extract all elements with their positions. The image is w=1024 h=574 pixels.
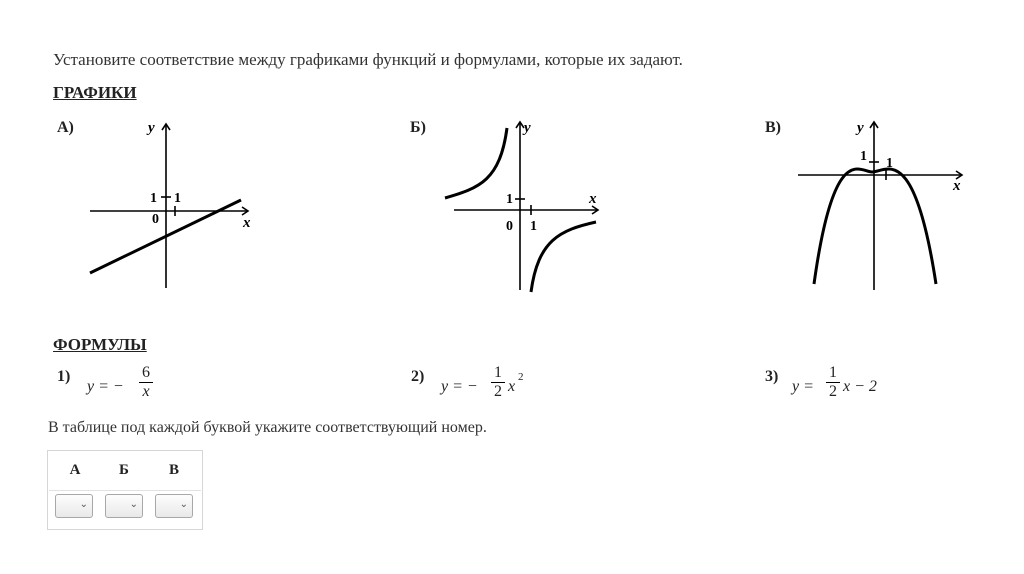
graphs-title: ГРАФИКИ xyxy=(53,83,137,102)
formula-3-number: 3) xyxy=(765,368,779,385)
graph-a-origin-label: 0 xyxy=(152,212,159,227)
graph-v-tick-x-label: 1 xyxy=(886,156,893,171)
formula-1-lhs: y = − xyxy=(87,378,124,395)
formula-3-numerator: 1 xyxy=(829,364,837,381)
answer-select-b[interactable] xyxy=(105,494,143,518)
graph-v-tick-y-label: 1 xyxy=(860,149,867,164)
formula-2-fraction xyxy=(491,364,505,401)
formula-3-fraction xyxy=(826,364,840,401)
graph-a xyxy=(80,110,270,295)
formula-2-number: 2) xyxy=(411,368,425,385)
table-header-v: В xyxy=(168,462,179,478)
graph-a-y-label: y xyxy=(148,120,155,136)
task-text: Установите соответствие между графиками функций и формулами, которые их задают. xyxy=(53,50,683,69)
formula-1-denominator: x xyxy=(142,383,150,400)
graph-v-y-label: y xyxy=(857,120,864,136)
graph-v xyxy=(790,110,970,295)
formula-3-denominator: 2 xyxy=(829,383,837,400)
graph-letter-a: А) xyxy=(57,119,74,136)
chevron-down-icon: ⌄ xyxy=(179,499,188,510)
graph-b-tick-y-label: 1 xyxy=(506,192,513,207)
formula-1-numerator: 6 xyxy=(142,364,150,381)
graph-a-tick-y-label: 1 xyxy=(150,191,157,206)
chevron-down-icon: ⌄ xyxy=(129,499,138,510)
graph-a-x-label: x xyxy=(243,215,251,231)
graph-b-x-label: x xyxy=(589,191,597,207)
formula-2-lhs: y = − xyxy=(441,378,478,395)
graph-a-tick-x-label: 1 xyxy=(174,191,181,206)
graph-letter-v: В) xyxy=(765,119,781,136)
answer-select-v[interactable] xyxy=(155,494,193,518)
table-header-a: А xyxy=(69,462,81,478)
answer-select-a[interactable] xyxy=(55,494,93,518)
graph-v-x-label: x xyxy=(953,178,961,194)
graph-b xyxy=(440,110,610,300)
formula-3-rest: x − 2 xyxy=(843,378,877,395)
formulas-title: ФОРМУЛЫ xyxy=(53,335,147,354)
chevron-down-icon: ⌄ xyxy=(79,499,88,510)
table-divider xyxy=(49,490,201,491)
formula-1-fraction xyxy=(139,364,153,401)
answer-table xyxy=(47,450,203,530)
formula-3-lhs: y = xyxy=(792,378,818,395)
instruction-text: В таблице под каждой буквой укажите соответствующий номер. xyxy=(48,419,487,436)
formula-2-variable: x xyxy=(508,378,516,395)
table-header-b: Б xyxy=(119,462,129,478)
graph-b-y-label: y xyxy=(524,120,531,136)
graph-b-branch-right xyxy=(531,222,596,292)
formula-1-number: 1) xyxy=(57,368,71,385)
graph-v-parabola xyxy=(814,169,936,284)
formula-2-denominator: 2 xyxy=(494,383,502,400)
graph-b-origin-label: 0 xyxy=(506,219,513,234)
formula-2-numerator: 1 xyxy=(494,364,502,381)
graph-letter-b: Б) xyxy=(410,119,426,136)
graph-b-branch-left xyxy=(445,128,507,198)
graph-b-tick-x-label: 1 xyxy=(530,219,537,234)
formula-2-exponent: 2 xyxy=(518,371,524,383)
